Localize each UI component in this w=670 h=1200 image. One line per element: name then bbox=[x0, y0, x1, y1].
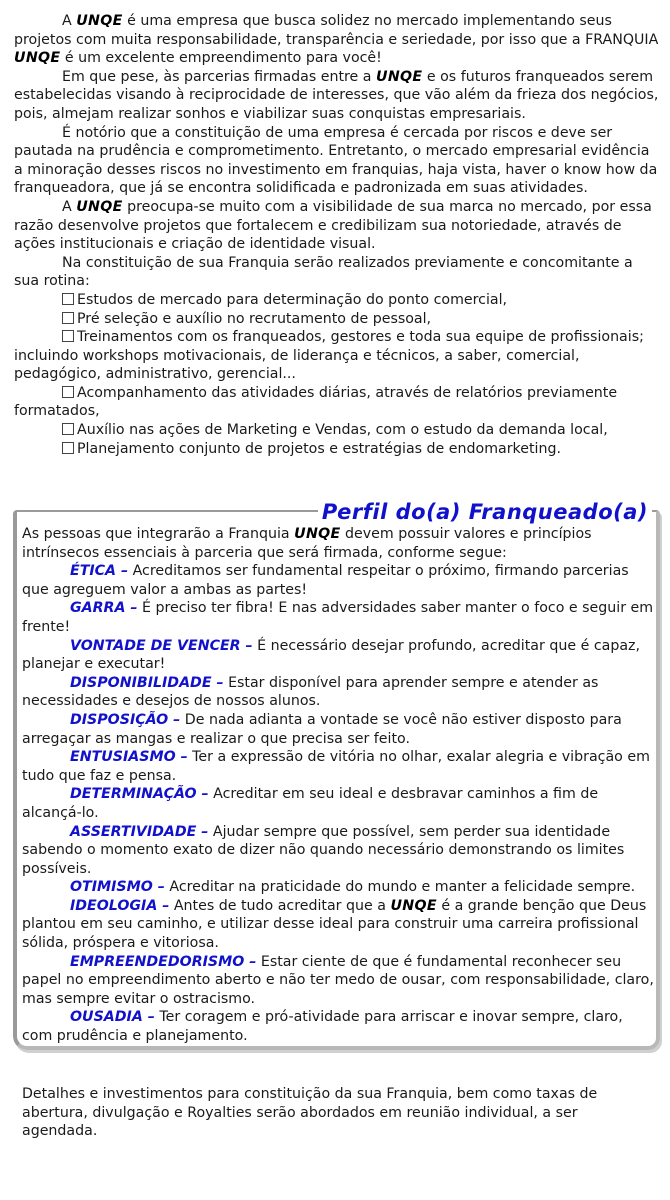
intro-paragraph-1: A UNQE é uma empresa que busca solidez no mercado implementando seus projetos com muita responsabilidade, transparência e seriedade, por isso que a FRANQUIA UNQE é um excelente empreendimento para você! bbox=[14, 13, 659, 67]
checkbox-icon bbox=[62, 442, 74, 454]
trait-term: IDEOLOGIA – bbox=[70, 897, 170, 914]
checklist-item: Acompanhamento das atividades diárias, através de relatórios previamente formatados, bbox=[14, 384, 618, 420]
checkbox-icon bbox=[62, 293, 74, 305]
trait-garra: GARRA – É preciso ter fibra! E nas adversidades saber manter o foco e seguir em frente! bbox=[22, 600, 654, 635]
trait-term: ASSERTIVIDADE – bbox=[70, 823, 209, 840]
trait-disponibilidade: DISPONIBILIDADE – Estar disponível para aprender sempre e atender as necessidades e desejos de nossos alunos. bbox=[22, 674, 599, 710]
intro-paragraph-5: Na constituição de sua Franquia serão realizados previamente e concomitante a sua rotina: bbox=[14, 254, 633, 290]
intro-paragraph-3: É notório que a constituição de uma empresa é cercada por riscos e deve ser pautada na prudência e comprometimento. Entretanto, o mercado empresarial evidência a minoração desses riscos no investimento em franquias, haja vista, haver o know how da franqueadora, que já se encontra solidificada e padronizada em suas atividades. bbox=[14, 124, 658, 197]
trait-term: DISPONIBILIDADE – bbox=[70, 674, 224, 691]
profile-title: Perfil do(a) Franqueado(a) bbox=[318, 500, 652, 524]
trait-otimismo: OTIMISMO – Acreditar na praticidade do mundo e manter a felicidade sempre. bbox=[70, 879, 636, 896]
trait-term: ÉTICA – bbox=[70, 563, 129, 580]
intro-paragraph-4: A UNQE preocupa-se muito com a visibilidade de sua marca no mercado, por essa razão desenvolve projetos que fortalecem e credibilizam sua notoriedade, através de ações institucionais e criação de identidade visual. bbox=[14, 198, 652, 253]
trait-term: ENTUSIASMO – bbox=[70, 749, 188, 766]
checkbox-icon bbox=[62, 423, 74, 435]
trait-term: EMPREENDEDORISMO – bbox=[70, 953, 257, 970]
trait-ousadia: OUSADIA – Ter coragem e pró-atividade para arriscar e inovar sempre, claro, com prudência e planejamento. bbox=[22, 1009, 623, 1045]
brand-name: UNQE bbox=[390, 897, 437, 914]
footer-note: Detalhes e investimentos para constituição da sua Franquia, bem como taxas de abertura, divulgação e Royalties serão abordados em reunião individual, a ser agendada. bbox=[22, 1086, 598, 1140]
profile-intro: As pessoas que integrarão a Franquia UNQE devem possuir valores e princípios intrínsecos essenciais à parceria que será firmada, conforme segue: bbox=[22, 526, 592, 561]
trait-entusiasmo: ENTUSIASMO – Ter a expressão de vitória no olhar, exalar alegria e vibração em tudo que faz e pensa. bbox=[22, 749, 650, 784]
trait-empreendedorismo: EMPREENDEDORISMO – Estar ciente de que é fundamental reconhecer seu papel no empreendimento aberto e não ter medo de ousar, com responsabilidade, claro, mas sempre evitar o ostracismo. bbox=[22, 953, 654, 1007]
trait-term: DISPOSIÇÃO – bbox=[70, 711, 181, 728]
checkbox-icon bbox=[62, 312, 74, 324]
checkbox-icon bbox=[62, 386, 74, 398]
brand-name: UNQE bbox=[376, 68, 423, 85]
trait-disposicao: DISPOSIÇÃO – De nada adianta a vontade se você não estiver disposto para arregaçar as mangas e realizar o que precisa ser feito. bbox=[22, 711, 622, 747]
trait-determinacao: DETERMINAÇÃO – Acreditar em seu ideal e desbravar caminhos a fim de alcançá-lo. bbox=[22, 786, 599, 821]
brand-name: UNQE bbox=[294, 526, 341, 542]
brand-name: UNQE bbox=[76, 13, 123, 29]
brand-name: UNQE bbox=[76, 198, 123, 215]
checklist-item: Treinamentos com os franqueados, gestores e toda sua equipe de profissionais; incluindo workshops motivacionais, de liderança e técnicos, a saber, comercial, pedagógico, administrativo, gerencial... bbox=[14, 329, 644, 383]
checkbox-icon bbox=[62, 330, 74, 342]
trait-ideologia: IDEOLOGIA – Antes de tudo acreditar que a UNQE é a grande benção que Deus plantou em seu caminho, e utilizar desse ideal para construir uma carreira profissional sólida, próspera e vitoriosa. bbox=[22, 897, 647, 952]
checklist-item: Pré seleção e auxílio no recrutamento de pessoal, bbox=[14, 310, 660, 329]
checklist-item: Auxílio nas ações de Marketing e Vendas, com o estudo da demanda local, bbox=[14, 421, 660, 440]
profile-section bbox=[22, 525, 656, 1046]
trait-term: OUSADIA – bbox=[70, 1009, 155, 1026]
trait-term: VONTADE DE VENCER – bbox=[70, 637, 253, 654]
intro-paragraph-2: Em que pese, às parcerias firmadas entre a UNQE e os futuros franqueados serem estabelecidas visando à reciprocidade de interesses, que vão além da frieza dos negócios, pois, almejam realizar sonhos e viabilizar suas conquistas empresariais. bbox=[14, 68, 659, 122]
trait-assertividade: ASSERTIVIDADE – Ajudar sempre que possível, sem perder sua identidade sabendo o momento exato de dizer não quando necessário demonstrando os limites possíveis. bbox=[22, 823, 625, 877]
brand-name: UNQE bbox=[14, 50, 61, 67]
trait-vontade: VONTADE DE VENCER – É necessário desejar profundo, acreditar que é capaz, planejar e executar! bbox=[22, 637, 640, 673]
checklist-item: Estudos de mercado para determinação do ponto comercial, bbox=[14, 291, 660, 310]
checklist-item: Planejamento conjunto de projetos e estratégias de endomarketing. bbox=[14, 440, 660, 459]
trait-term: GARRA – bbox=[70, 600, 138, 617]
intro-section bbox=[14, 12, 660, 458]
trait-etica: ÉTICA – Acreditamos ser fundamental respeitar o próximo, firmando parcerias que agreguem valor a ambas as partes! bbox=[22, 563, 629, 598]
trait-term: DETERMINAÇÃO – bbox=[70, 786, 209, 803]
trait-term: OTIMISMO – bbox=[70, 879, 165, 896]
